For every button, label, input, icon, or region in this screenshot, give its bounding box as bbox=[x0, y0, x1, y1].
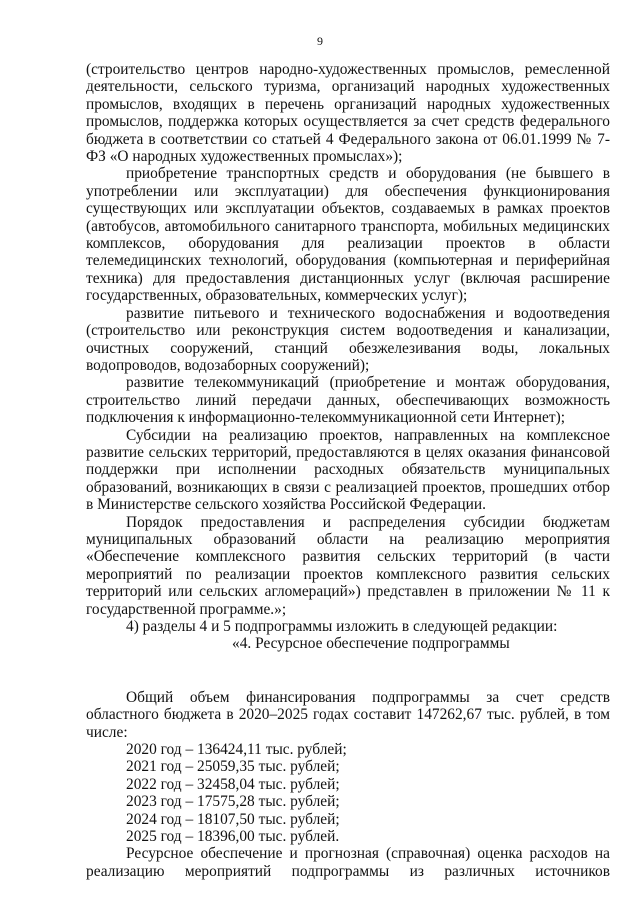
paragraph-resources: Ресурсное обеспечение и прогнозная (справочная) оценка расходов на реализацию мероприятий подпрограммы из различных источников bbox=[86, 845, 610, 880]
section-heading: «4. Ресурсное обеспечение подпрограммы bbox=[232, 635, 510, 653]
blank-line bbox=[86, 653, 610, 689]
year-line-2025: 2025 год – 18396,00 тыс. рублей. bbox=[126, 828, 340, 846]
paragraph-amendment: 4) разделы 4 и 5 подпрограммы изложить в следующей редакции: bbox=[126, 618, 558, 635]
paragraph-transport: приобретение транспортных средств и оборудования (не бывшего в употреблении или эксплуатации) для обеспечения функционирования существующих или эксплуатации объектов, создаваемых в рамках проектов (автобусов, автомобильного санитарного транспорта, мобильных медицинских комплексов, оборудования для реализации проектов в области телемедицинских технологий, оборудования (компьютерная и периферийная техника) для предоставления дистанционных услуг (включая расширение государственных, образовательных, коммерческих услуг); bbox=[86, 165, 610, 305]
paragraph-crafts: (строительство центров народно-художественных промыслов, ремесленной деятельности, сельского туризма, организаций народных художественных промыслов, входящих в перечень организаций народных художественных промыслов, поддержка которых осуществляется за счет средств федерального бюджета в соответствии со статьей 4 Федерального закона от 06.01.1999 № 7-ФЗ «О народных художественных промыслах»); bbox=[86, 61, 610, 166]
paragraph-subsidies: Субсидии на реализацию проектов, направленных на комплексное развитие сельских территорий, предоставляются в целях оказания финансовой поддержки при исполнении расходных обязательств муниципальных образований, возникающих в связи с реализацией проектов, прошедших отбор в Министерстве сельского хозяйства Российской Федерации. bbox=[86, 426, 610, 514]
paragraph-procedure: Порядок предоставления и распределения субсидии бюджетам муниципальных образований области на реализацию мероприятия «Обеспечение комплексного развития сельских территорий (в части мероприятий по реализации проектов комплексного развития сельских территорий или сельских агломераций») представлен в приложении № 11 к государственной программе.»; bbox=[86, 513, 610, 618]
year-line-2024: 2024 год – 18107,50 тыс. рублей; bbox=[126, 810, 340, 828]
paragraph-water: развитие питьевого и технического водоснабжения и водоотведения (строительство или реконструкция систем водоотведения и канализации, очистных сооружений, станций обезжелезивания воды, локальных водопроводов, водозаборных сооружений); bbox=[86, 304, 610, 374]
page-number: 9 bbox=[317, 34, 323, 48]
year-line-2023: 2023 год – 17575,28 тыс. рублей; bbox=[126, 793, 340, 811]
year-line-2022: 2022 год – 32458,04 тыс. рублей; bbox=[126, 775, 340, 793]
year-line-2021: 2021 год – 25059,35 тыс. рублей; bbox=[126, 758, 340, 776]
document-body bbox=[86, 61, 610, 880]
paragraph-financing: Общий объем финансирования подпрограммы за счет средств областного бюджета в 2020–2025 годах составит 147262,67 тыс. рублей, в том числе: bbox=[86, 688, 610, 741]
paragraph-telecom: развитие телекоммуникаций (приобретение и монтаж оборудования, строительство линий передачи данных, обеспечивающих возможность подключения к информационно-телекоммуникационной сети Интернет); bbox=[86, 374, 610, 427]
year-line-2020: 2020 год – 136424,11 тыс. рублей; bbox=[126, 741, 347, 759]
